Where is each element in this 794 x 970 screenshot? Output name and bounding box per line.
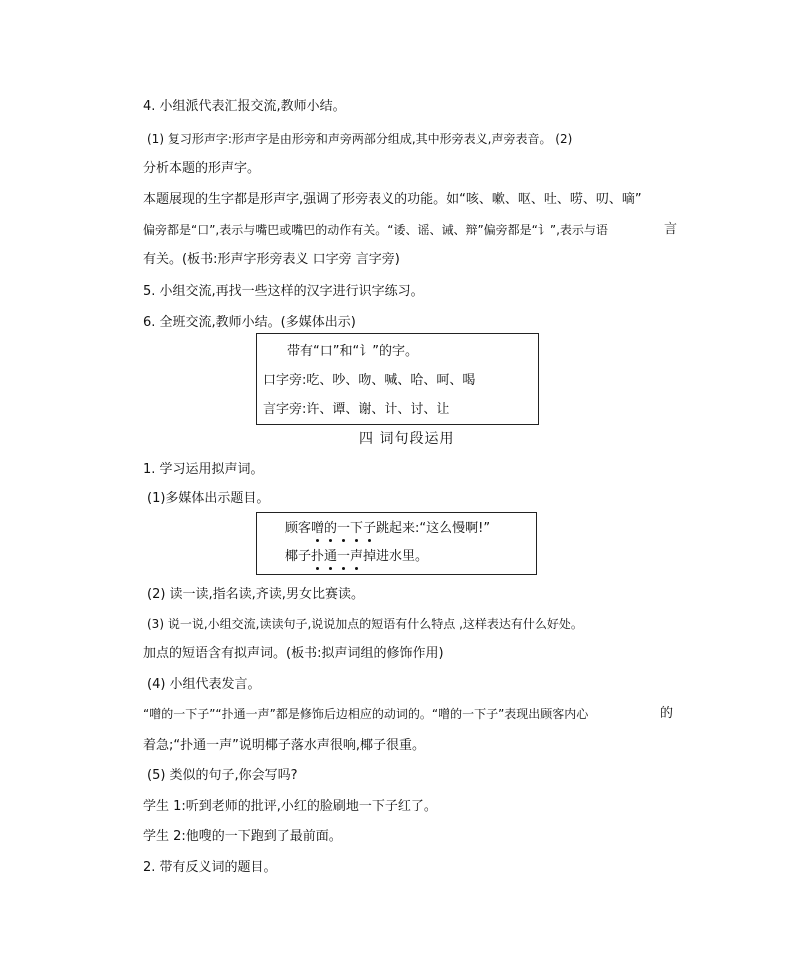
emphasis-dot (342, 539, 345, 542)
box-title: 带有“口”和“讠”的字。 (287, 344, 418, 359)
step-2-heading: 2. 带有反义词的题目。 (143, 860, 277, 875)
sub-step-2: (2) 读一读,指名读,齐读,男女比赛读。 (147, 587, 364, 602)
paragraph-line: “噌的一下子”“扑通一声”都是修饰后边相应的动词的。“噌的一下子”表现出顾客内心 (143, 707, 589, 721)
sub-step-3: (3) 说一说,小组交流,读读句子,说说加点的短语有什么特点 ,这样表达有什么好处。 (147, 617, 583, 631)
paragraph-line-tail: 言 (664, 222, 678, 237)
step-5-heading: 5. 小组交流,再找一些这样的汉字进行识字练习。 (143, 284, 424, 299)
step-1-heading: 1. 学习运用拟声词。 (143, 462, 264, 477)
paragraph-line-tail: 的 (660, 706, 674, 721)
student-answer-2: 学生 2:他嗖的一下跑到了最前面。 (143, 829, 342, 844)
paragraph-line: 着急;“扑通一声”说明椰子落水声很响,椰子很重。 (143, 738, 425, 753)
box-row-speech: 言字旁:许、谭、谢、计、讨、让 (263, 402, 450, 417)
box-row-mouth: 口字旁:吃、吵、吻、喊、哈、呵、喝 (263, 373, 476, 388)
sentence-2-pre: 椰子 (285, 549, 312, 564)
emphasis-dot (316, 539, 319, 542)
emphasis-dot (342, 567, 345, 570)
step-6-heading: 6. 全班交流,教师小结。(多媒体出示) (143, 315, 356, 330)
emphasis-dot (355, 567, 358, 570)
emphasis-dot (368, 539, 371, 542)
sub-step-1: (1)多媒体出示题目。 (147, 491, 270, 506)
emphasis-dot (316, 567, 319, 570)
sentence-2 (285, 549, 428, 565)
sub-step-5: (5) 类似的句子,你会写吗? (147, 768, 298, 783)
sub-step-4: (4) 小组代表发言。 (147, 677, 261, 692)
paragraph-line: 加点的短语含有拟声词。(板书:拟声词组的修饰作用) (143, 646, 444, 661)
sentence-1-pre: 顾客 (285, 521, 312, 536)
step-4-heading: 4. 小组派代表汇报交流,教师小结。 (143, 99, 346, 114)
sentence-box (256, 512, 537, 575)
review-paragraph: (1) 复习形声字:形声字是由形旁和声旁两部分组成,其中形旁表义,声旁表音。 (2) (147, 132, 573, 146)
character-box (256, 333, 539, 425)
student-answer-1: 学生 1:听到老师的批评,小红的脸刷地一下子红了。 (143, 799, 437, 814)
emphasis-dot (329, 539, 332, 542)
paragraph-line: 有关。(板书:形声字形旁表义 口字旁 言字旁) (143, 252, 400, 267)
sentence-1-post: 跳起来:“这么慢啊!” (376, 521, 491, 536)
analysis-line: 分析本题的形声字。 (143, 161, 261, 176)
emphasis-dot (329, 567, 332, 570)
section-heading: 四 词句段运用 (359, 431, 455, 447)
paragraph-line: 本题展现的生字都是形声字,强调了形旁表义的功能。如“咳、嗽、呕、吐、唠、叨、嘀” (143, 192, 642, 207)
dotted-phrase: 扑通一声 (311, 549, 363, 564)
dotted-phrase: 噌的一下子 (311, 521, 376, 536)
sentence-1 (285, 521, 490, 537)
paragraph-line: 偏旁都是“口”,表示与嘴巴或嘴巴的动作有关。“诿、谣、诫、辩”偏旁都是“讠”,表示与语 (143, 223, 608, 237)
sentence-2-post: 掉进水里。 (363, 549, 429, 564)
emphasis-dot (355, 539, 358, 542)
